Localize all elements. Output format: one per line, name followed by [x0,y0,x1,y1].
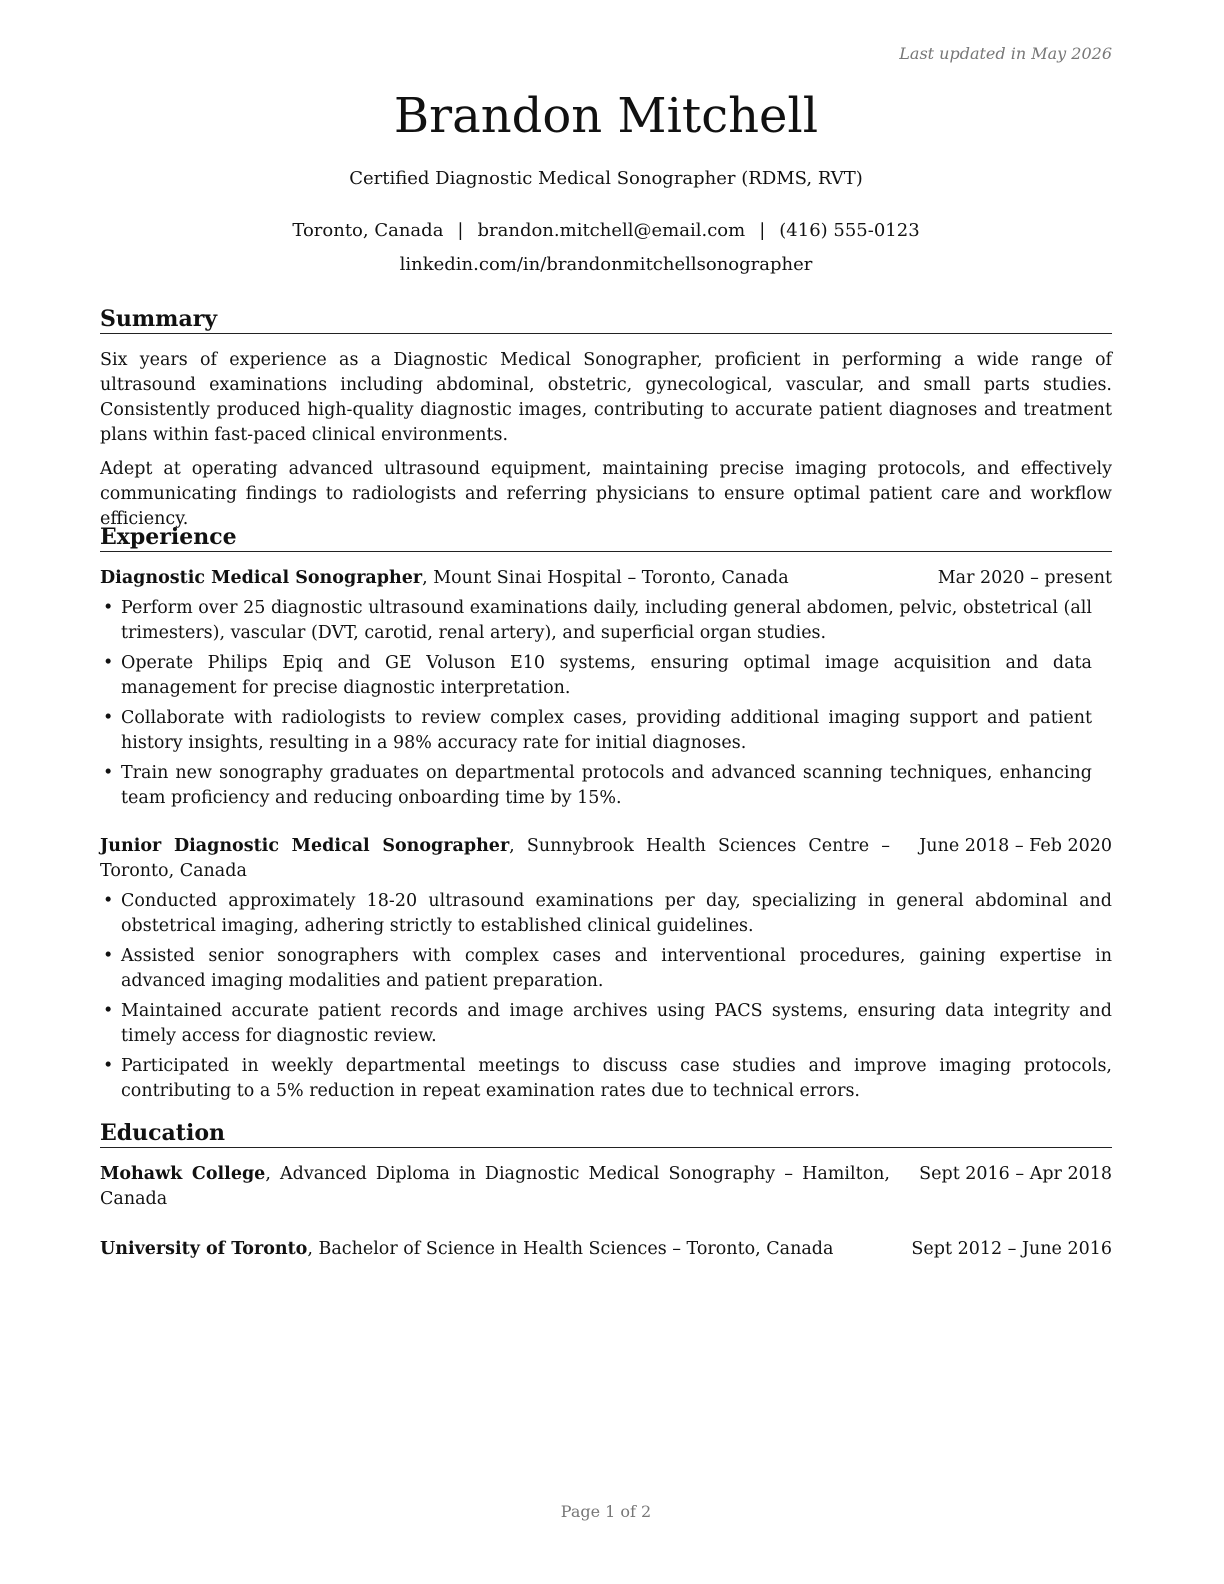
list-item: • Assisted senior sonographers with complex cases and interventional procedures, gaining expertise in advanced imaging modalities and patient preparation. [103,946,1112,991]
education-entry [100,1162,1112,1212]
bullet-icon: • [103,653,114,673]
list-item: • Perform over 25 diagnostic ultrasound examinations daily, including general abdomen, pelvic, obstetrical (all trimesters), vascular (DVT, carotid, renal artery), and superficial organ studies. [103,598,1092,643]
list-item: • Train new sonography graduates on departmental protocols and advanced scanning techniques, enhancing team proficiency and reducing onboarding time by 15%. [103,763,1092,808]
school-dates: Sept 2012 – June 2016 [911,1239,1112,1259]
contact-separator: | [457,220,464,241]
job-bullets [100,889,1112,1109]
contact-separator: | [759,220,766,241]
summary-paragraph-1: Six years of experience as a Diagnostic Medical Sonographer, proficient in performing a wide range of ultrasound examinations including abdominal, obstetric, gynecological, vascular, and small parts studies. Consistently produced high-quality diagnostic images, contributing to accurate patient diagnoses and treatment plans within fast-paced clinical environments. [100,350,1112,445]
last-updated-note: Last updated in May 2026 [899,44,1112,63]
contact-linkedin[interactable]: linkedin.com/in/brandonmitchellsonographer [399,254,813,275]
candidate-name: Brandon Mitchell [393,88,819,144]
summary-paragraph-2: Adept at operating advanced ultrasound equipment, maintaining precise imaging protocols, and effectively communicating findings to radiologists and referring physicians to ensure optimal patient care and workflow efficiency. [100,459,1112,529]
list-item: • Collaborate with radiologists to review complex cases, providing additional imaging support and patient history insights, resulting in a 98% accuracy rate for initial diagnoses. [103,708,1092,753]
job-details: , Mount Sinai Hospital – Toronto, Canada [422,568,789,588]
contact-location: Toronto, Canada [292,220,444,241]
bullet-icon: • [103,946,114,966]
bullet-icon: • [103,1056,114,1076]
contact-email[interactable]: brandon.mitchell@email.com [477,220,746,241]
section-title-education: Education [100,1119,1112,1148]
bullet-icon: • [103,598,114,618]
bullet-icon: • [103,891,114,911]
job-header [100,834,1112,884]
school-name: University of Toronto [100,1239,308,1259]
job-details: , Sunnybrook Health Sciences Centre – Toronto, Canada [100,836,890,881]
list-item: • Operate Philips Epiq and GE Voluson E10 systems, ensuring optimal image acquisition and data management for precise diagnostic interpretation. [103,653,1092,698]
contact-line [100,219,1112,243]
section-title-summary: Summary [100,305,1112,334]
education-entry [100,1237,1112,1262]
bullet-icon: • [103,1001,114,1021]
school-details: , Bachelor of Science in Health Sciences – Toronto, Canada [307,1239,834,1259]
list-item: • Participated in weekly departmental meetings to discuss case studies and improve imaging protocols, contributing to a 5% reduction in repeat examination rates due to technical errors. [103,1056,1112,1101]
job-bullets [100,596,1092,816]
candidate-headline: Certified Diagnostic Medical Sonographer (RDMS, RVT) [349,168,863,189]
job-dates: Mar 2020 – present [937,568,1112,588]
bullet-icon: • [103,708,114,728]
school-name: Mohawk College [100,1164,266,1184]
resume-page [100,0,1112,1584]
list-item: • Maintained accurate patient records and image archives using PACS systems, ensuring data integrity and timely access for diagnostic review. [103,1001,1112,1046]
school-dates: Sept 2016 – Apr 2018 [919,1164,1112,1184]
job-dates: June 2018 – Feb 2020 [919,836,1112,856]
bullet-icon: • [103,763,114,783]
section-title-experience: Experience [100,523,1112,552]
contact-phone: (416) 555-0123 [779,220,920,241]
page-number: Page 1 of 2 [560,1502,652,1521]
school-details: , Advanced Diploma in Diagnostic Medical Sonography – Hamilton, Canada [100,1164,890,1209]
job-header [100,566,1112,591]
list-item: • Conducted approximately 18-20 ultrasound examinations per day, specializing in general abdominal and obstetrical imaging, adhering strictly to established clinical guidelines. [103,891,1112,936]
job-role: Diagnostic Medical Sonographer [100,568,423,588]
job-role: Junior Diagnostic Medical Sonographer [100,836,510,856]
